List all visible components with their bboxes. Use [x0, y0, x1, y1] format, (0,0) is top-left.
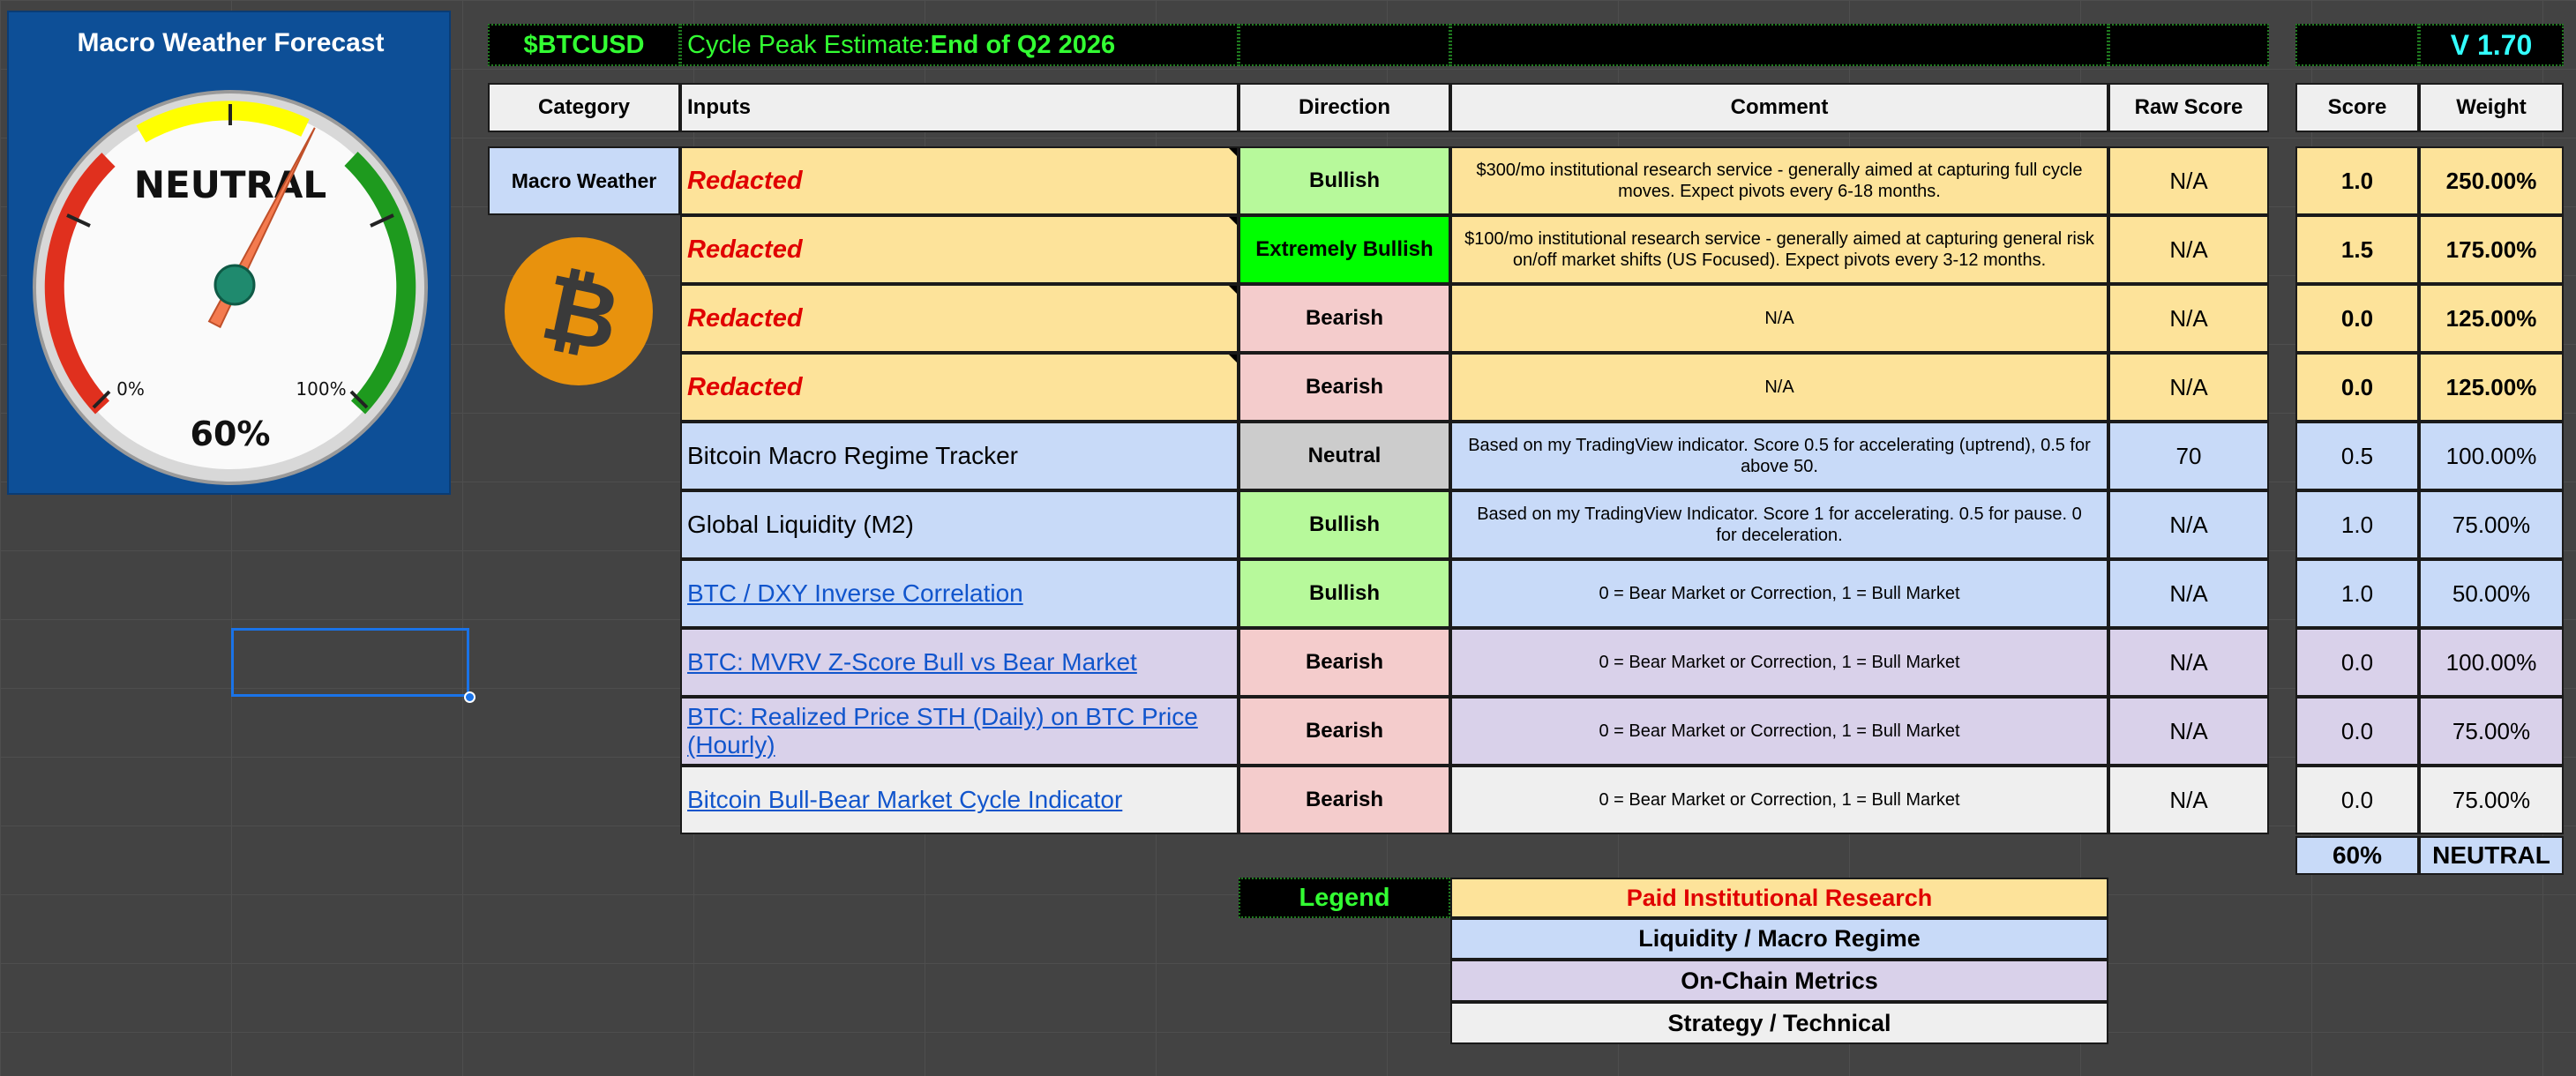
- legend-paid-research: Paid Institutional Research: [1450, 878, 2108, 918]
- gauge-chart: [26, 83, 435, 489]
- table-row-score[interactable]: 0.0: [2295, 628, 2419, 697]
- indicator-name: Redacted: [687, 235, 803, 264]
- table-row-raw-score[interactable]: N/A: [2108, 697, 2269, 766]
- table-row-comment[interactable]: $300/mo institutional research service - generally aimed at capturing full cycle moves. Expect pivots every 6-18 months.: [1450, 146, 2108, 215]
- gauge-max-label: 100%: [296, 378, 347, 400]
- table-row-weight[interactable]: 125.00%: [2419, 284, 2564, 353]
- table-row-raw-score[interactable]: N/A: [2108, 215, 2269, 284]
- table-row-comment[interactable]: $100/mo institutional research service - generally aimed at capturing general risk on/off market shifts (US Focused). Expect pivots every 3-12 months.: [1450, 215, 2108, 284]
- legend-strategy-technical: Strategy / Technical: [1450, 1002, 2108, 1044]
- header-empty-cell: [1450, 24, 2108, 66]
- table-row-raw-score[interactable]: N/A: [2108, 490, 2269, 559]
- table-row-input[interactable]: [680, 422, 1239, 490]
- macro-weather-gauge-panel: [7, 11, 451, 495]
- table-row-score[interactable]: 0.0: [2295, 353, 2419, 422]
- table-row-direction[interactable]: Bearish: [1239, 284, 1450, 353]
- indicator-name: Global Liquidity (M2): [687, 511, 914, 538]
- table-row-weight[interactable]: 100.00%: [2419, 628, 2564, 697]
- table-row-comment[interactable]: 0 = Bear Market or Correction, 1 = Bull Market: [1450, 559, 2108, 628]
- header-empty-cell: [2108, 24, 2269, 66]
- table-row-raw-score[interactable]: N/A: [2108, 284, 2269, 353]
- column-header-raw-score[interactable]: Raw Score: [2108, 83, 2269, 132]
- indicator-name: Redacted: [687, 166, 803, 195]
- cycle-peak-cell: [680, 24, 1239, 66]
- table-row-direction[interactable]: Extremely Bullish: [1239, 215, 1450, 284]
- table-row-input[interactable]: [680, 146, 1239, 215]
- table-row-score[interactable]: 0.5: [2295, 422, 2419, 490]
- gauge-state-label: NEUTRAL: [133, 163, 327, 206]
- table-row-weight[interactable]: 75.00%: [2419, 490, 2564, 559]
- table-row-direction[interactable]: Bullish: [1239, 146, 1450, 215]
- legend-liquidity-macro: Liquidity / Macro Regime: [1450, 918, 2108, 960]
- table-row-direction[interactable]: Bearish: [1239, 697, 1450, 766]
- table-row-comment[interactable]: N/A: [1450, 353, 2108, 422]
- table-row-raw-score[interactable]: 70: [2108, 422, 2269, 490]
- table-row-input[interactable]: [680, 215, 1239, 284]
- table-row-input[interactable]: [680, 490, 1239, 559]
- column-header-category[interactable]: Category: [488, 83, 680, 132]
- table-row-score[interactable]: 1.0: [2295, 559, 2419, 628]
- table-row-input[interactable]: [680, 559, 1239, 628]
- table-row-direction[interactable]: Bearish: [1239, 766, 1450, 834]
- table-row-score[interactable]: 1.5: [2295, 215, 2419, 284]
- table-row-weight[interactable]: 175.00%: [2419, 215, 2564, 284]
- column-header-weight[interactable]: Weight: [2419, 83, 2564, 132]
- table-row-comment[interactable]: Based on my TradingView indicator. Score 0.5 for accelerating (uptrend), 0.5 for above 50.: [1450, 422, 2108, 490]
- indicator-name: Redacted: [687, 303, 803, 333]
- table-row-input[interactable]: [680, 697, 1239, 766]
- category-macro-weather[interactable]: Macro Weather: [488, 146, 680, 215]
- indicator-link[interactable]: BTC: MVRV Z-Score Bull vs Bear Market: [687, 648, 1137, 676]
- column-header-inputs[interactable]: Inputs: [680, 83, 1239, 132]
- table-row-weight[interactable]: 100.00%: [2419, 422, 2564, 490]
- column-header-direction[interactable]: Direction: [1239, 83, 1450, 132]
- table-row-weight[interactable]: 75.00%: [2419, 766, 2564, 834]
- gauge-title: Macro Weather Forecast: [77, 28, 385, 57]
- total-score: 60%: [2295, 836, 2419, 875]
- gauge-needle-hub: [215, 265, 254, 304]
- indicator-name: Redacted: [687, 372, 803, 401]
- table-row-comment[interactable]: 0 = Bear Market or Correction, 1 = Bull Market: [1450, 628, 2108, 697]
- table-row-comment[interactable]: 0 = Bear Market or Correction, 1 = Bull Market: [1450, 697, 2108, 766]
- header-empty-cell: [1239, 24, 1450, 66]
- table-row-weight[interactable]: 50.00%: [2419, 559, 2564, 628]
- cycle-peak-label: Cycle Peak Estimate:: [687, 30, 931, 59]
- table-row-direction[interactable]: Bullish: [1239, 559, 1450, 628]
- table-row-input[interactable]: [680, 766, 1239, 834]
- indicator-name: Bitcoin Macro Regime Tracker: [687, 442, 1019, 469]
- table-row-raw-score[interactable]: N/A: [2108, 146, 2269, 215]
- table-row-direction[interactable]: Bullish: [1239, 490, 1450, 559]
- table-row-raw-score[interactable]: N/A: [2108, 559, 2269, 628]
- table-row-comment[interactable]: N/A: [1450, 284, 2108, 353]
- ticker-cell: $BTCUSD: [488, 24, 680, 66]
- table-row-input[interactable]: [680, 284, 1239, 353]
- table-row-direction[interactable]: Bearish: [1239, 353, 1450, 422]
- column-header-comment[interactable]: Comment: [1450, 83, 2108, 132]
- table-row-comment[interactable]: Based on my TradingView Indicator. Score 1 for accelerating. 0.5 for pause. 0 for deceleration.: [1450, 490, 2108, 559]
- table-row-raw-score[interactable]: N/A: [2108, 628, 2269, 697]
- header-empty-cell: [2295, 24, 2419, 66]
- table-row-direction[interactable]: Neutral: [1239, 422, 1450, 490]
- legend-on-chain: On-Chain Metrics: [1450, 960, 2108, 1002]
- table-row-input[interactable]: [680, 628, 1239, 697]
- table-row-direction[interactable]: Bearish: [1239, 628, 1450, 697]
- svg-text:₿: ₿: [533, 252, 629, 374]
- table-row-score[interactable]: 0.0: [2295, 697, 2419, 766]
- cycle-peak-value: End of Q2 2026: [930, 30, 1116, 59]
- table-row-input[interactable]: [680, 353, 1239, 422]
- table-row-weight[interactable]: 125.00%: [2419, 353, 2564, 422]
- version-label: V 1.70: [2419, 24, 2564, 66]
- table-row-comment[interactable]: 0 = Bear Market or Correction, 1 = Bull Market: [1450, 766, 2108, 834]
- indicator-link[interactable]: Bitcoin Bull-Bear Market Cycle Indicator: [687, 786, 1123, 813]
- indicator-link[interactable]: BTC: Realized Price STH (Daily) on BTC Price (Hourly): [687, 703, 1198, 758]
- table-row-weight[interactable]: 75.00%: [2419, 697, 2564, 766]
- table-row-raw-score[interactable]: N/A: [2108, 353, 2269, 422]
- legend-title: Legend: [1239, 878, 1450, 918]
- cell-selection[interactable]: [231, 628, 469, 697]
- gauge-value-label: 60%: [190, 415, 271, 453]
- table-row-score[interactable]: 1.0: [2295, 146, 2419, 215]
- total-state: NEUTRAL: [2419, 836, 2564, 875]
- column-header-score[interactable]: Score: [2295, 83, 2419, 132]
- selection-fill-handle[interactable]: [464, 691, 476, 703]
- bitcoin-icon: [504, 236, 654, 386]
- gauge-min-label: 0%: [116, 378, 145, 400]
- table-row-score[interactable]: 0.0: [2295, 766, 2419, 834]
- indicator-link[interactable]: BTC / DXY Inverse Correlation: [687, 579, 1023, 607]
- table-row-score[interactable]: 0.0: [2295, 284, 2419, 353]
- table-row-weight[interactable]: 250.00%: [2419, 146, 2564, 215]
- table-row-score[interactable]: 1.0: [2295, 490, 2419, 559]
- table-row-raw-score[interactable]: N/A: [2108, 766, 2269, 834]
